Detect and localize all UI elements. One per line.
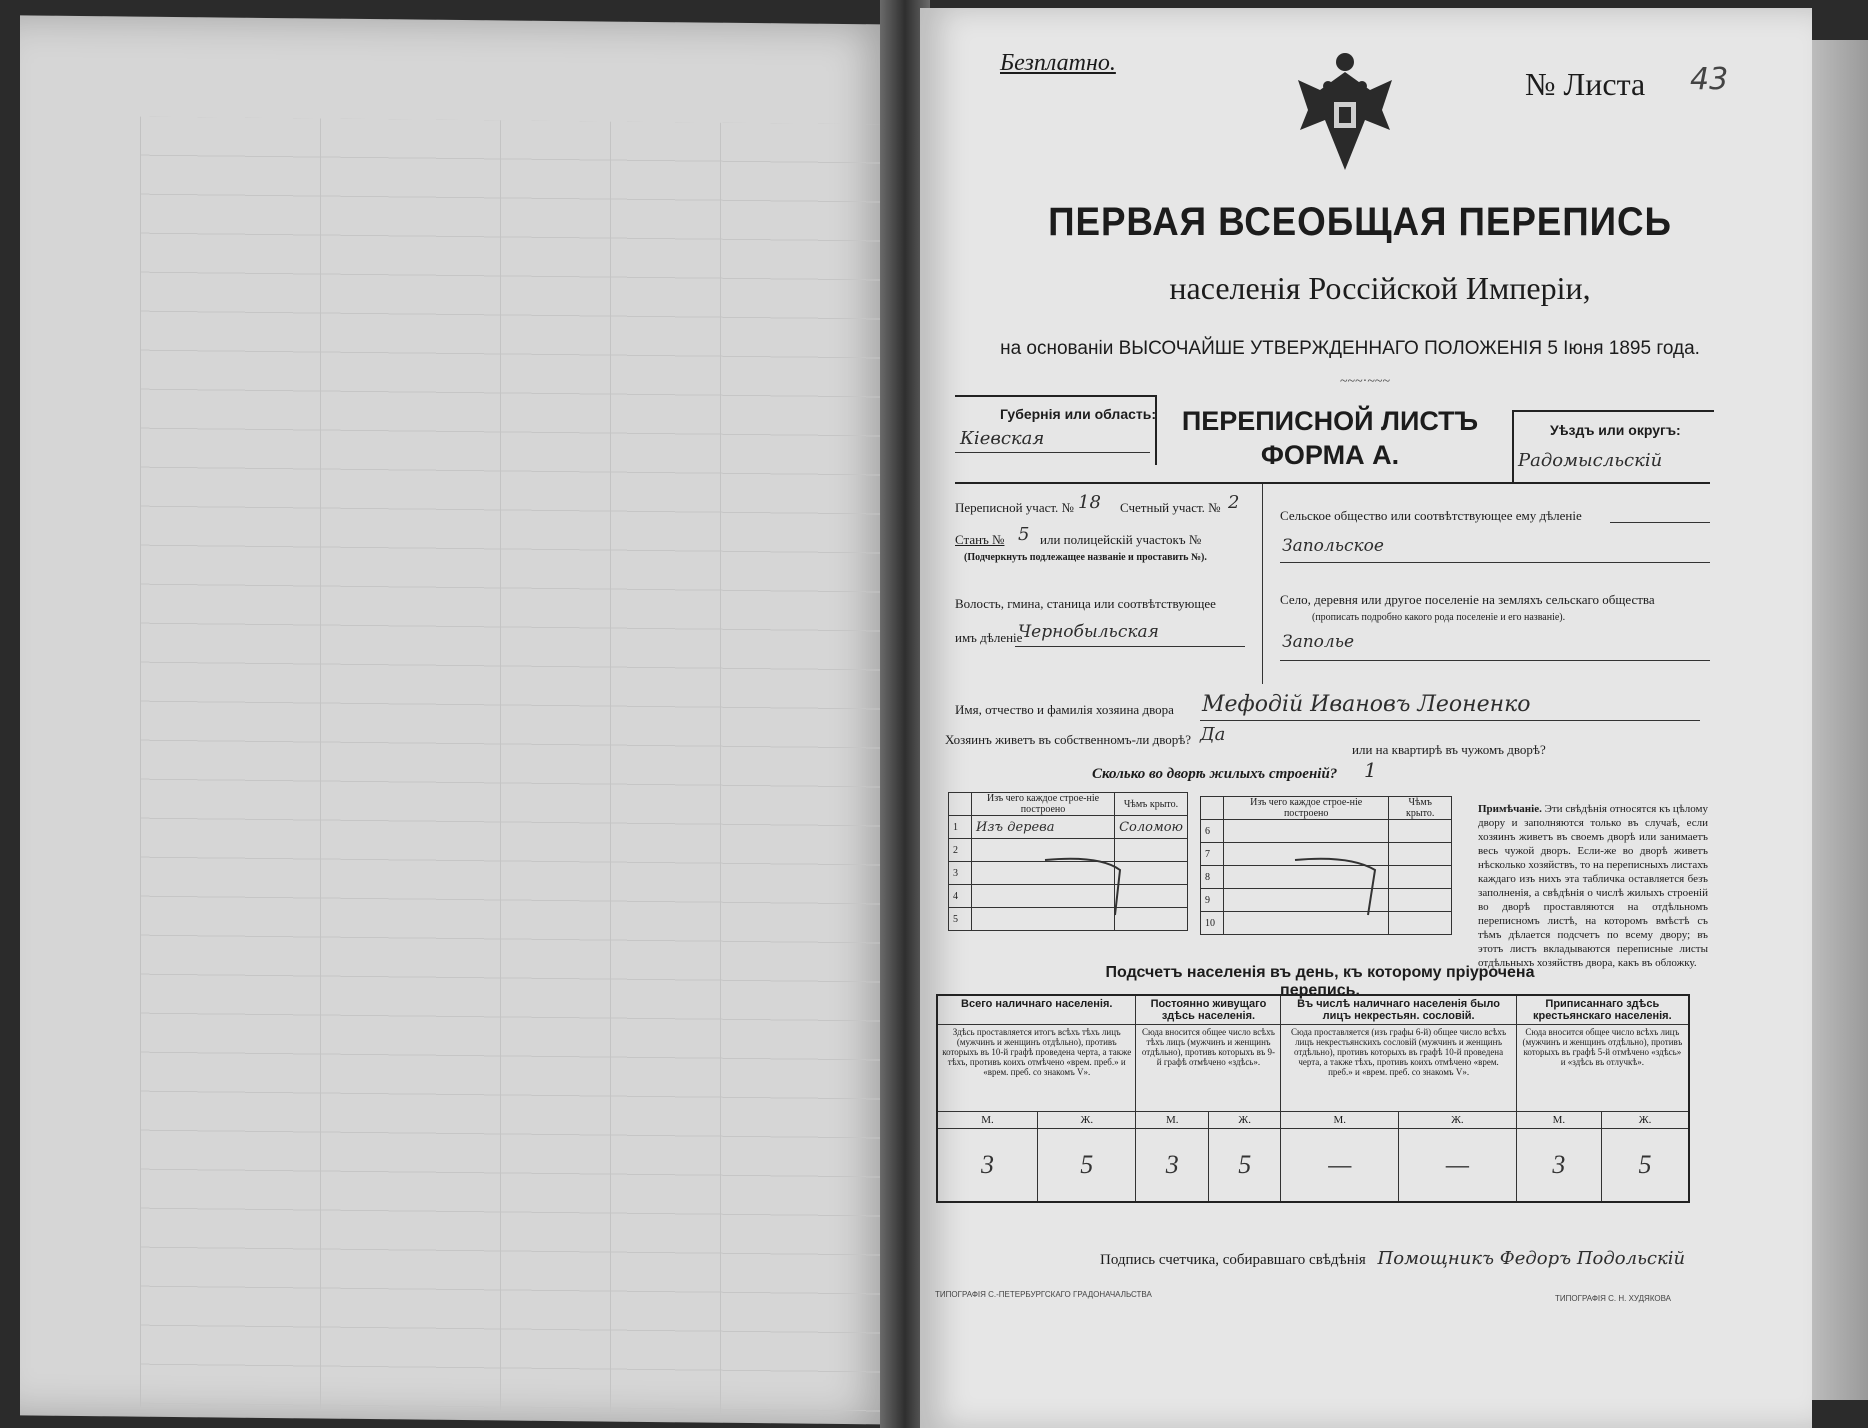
population-count-table [936,994,1690,1203]
gubernia-underline [955,452,1150,453]
signature-label: Подпись счетчика, собиравшаго свѣдѣнія [1100,1252,1366,1268]
count-heading: Подсчетъ населенія въ день, къ которому пріурочена перепись. [1105,964,1535,999]
ledger-column-line [610,122,611,1412]
signature-value: Помощникъ Федоръ Подольскій [1377,1248,1686,1269]
count-value: 3 [1136,1129,1208,1203]
sheet-number-value: 43 [1690,62,1729,97]
count-value: 3 [1516,1129,1601,1203]
header-divider [955,482,1710,484]
counting-district-label: Счетный участ. № [1120,500,1221,515]
row-number: 1 [949,816,972,839]
row-number: 6 [1201,820,1224,843]
count-col-desc: Сюда проставляется (изъ графы 6-й) общее число всѣхъ лицъ некрестьянскихъ сословій (мужчинъ и женщинъ отдѣльно), противъ которыхъ въ графѣ 10-й проведена черта, а также тѣхъ, противъ коихъ отмѣчено «врем. преб.» и «врем. преб. со знакомъ V». [1281,1025,1516,1112]
form-title-line1: ПЕРЕПИСНОЙ ЛИСТЪ [1181,406,1479,436]
count-col-title: Постоянно живущаго здѣсь населенія. [1136,995,1281,1025]
village-value: Заполье [1282,632,1355,652]
count-value: 5 [1208,1129,1280,1203]
note-heading: Примѣчаніе. [1478,803,1542,815]
row-number: 4 [949,885,972,908]
count-col-title: Въ числѣ наличнаго населенія было лицъ некрестьян. сословій. [1281,995,1516,1025]
stan-hint: (Подчеркнуть подлежащее названіе и проставить №). [964,552,1207,563]
col-material: Изъ чего каждое строе-ніе построено [972,793,1115,816]
uezd-box [1512,410,1714,482]
basis-line: на основаніи ВЫСОЧАЙШЕ УТВЕРЖДЕННАГО ПОЛОЖЕНІЯ 5 Іюня 1895 года. [1000,338,1700,359]
volost-value: Чернобыльская [1018,622,1159,642]
sex-male: М. [1281,1112,1399,1129]
row-number: 5 [949,908,972,931]
police-label: или полицейскій участокъ № [1040,532,1202,547]
stan-label: Станъ № [955,532,1005,547]
volost-label-2: имъ дѣленіе [955,630,1023,645]
sex-male: М. [1136,1112,1208,1129]
buildings-value: 1 [1364,758,1377,782]
count-value: 5 [1602,1129,1689,1203]
society-value-underline [1280,562,1710,563]
free-label: Безплатно. [1000,50,1116,76]
village-underline [1280,660,1710,661]
ledger-column-line [500,120,501,1410]
sex-female: Ж. [1602,1112,1689,1129]
village-hint: (прописать подробно какого рода поселеніе и его названіе). [1312,612,1566,623]
society-value: Запольское [1282,536,1384,556]
table-row [1201,820,1452,843]
gubernia-value: Кіевская [960,428,1045,449]
form-title [1160,404,1500,472]
signature-line [1100,1248,1685,1269]
owner-name-underline [1200,720,1700,721]
census-district-label: Переписной участ. № [955,500,1074,515]
sub-title: населенія Россійской Имперіи, [1169,270,1591,306]
count-col-desc: Здѣсь проставляется итогъ всѣхъ тѣхъ лицъ (мужчинъ и женщинъ отдѣльно), противъ которыхъ въ 10-й графѣ проведена черта, а также тѣхъ, противъ коихъ отмѣчено «врем. преб.» и «врем. преб. со знакомъ V». [937,1025,1136,1112]
count-value: — [1281,1129,1399,1203]
uezd-value: Радомысльскій [1518,450,1663,471]
owner-lives-label: Хозяинъ живетъ въ собственномъ-ли дворѣ? [945,732,1192,747]
ledger-column-line [320,119,321,1409]
col-roof: Чѣмъ крыто. [1389,797,1452,820]
census-district-value: 18 [1078,492,1101,513]
crossed-out-mark [1040,850,1160,920]
gubernia-label: Губернія или область: [1000,406,1157,422]
row-number: 2 [949,839,972,862]
printer-right: ТИПОГРАФІЯ С. Н. ХУДЯКОВА [1555,1294,1672,1303]
note [1478,802,1708,970]
table-row [949,816,1188,839]
count-value: 3 [937,1129,1038,1203]
counting-district-value: 2 [1228,492,1240,513]
crossed-out-mark [1290,850,1410,920]
owner-name-label: Имя, отчество и фамилія хозяина двора [955,702,1174,717]
uezd-label: Уѣздъ или округъ: [1550,422,1681,438]
sex-female: Ж. [1399,1112,1517,1129]
form-title-line2: ФОРМА А. [1260,440,1400,470]
note-text: Эти свѣдѣнія относятся къ цѣлому двору и заполняются только въ случаѣ, если хозяинъ живетъ въ своемъ дворѣ или занимаетъ весь чужой дворъ. Если-же во дворѣ живетъ нѣсколько хозяйствъ, то на переписныхъ листахъ каждаго изъ нихъ эта табличка оставляется безъ заполненія, а свѣдѣнія о числѣ жилыхъ строеній во дворѣ проставляются на отдѣльномъ переписномъ листѣ, на которомъ вмѣстѣ съ тѣмъ дѣлается подсчетъ по всему двору; въ этотъ листъ вкладываются переписные листы отдѣльныхъ хозяйствъ двора, какъ въ обложку. [1478,803,1709,969]
count-col-title: Всего наличнаго населенія. [937,995,1136,1025]
society-underline [1610,522,1710,523]
owner-lives-value: Да [1200,724,1226,745]
fields-divider [1262,484,1263,684]
owner-rent-label: или на квартирѣ въ чужомъ дворѣ? [1352,742,1546,757]
count-col-desc: Сюда вносится общее число всѣхъ тѣхъ лицъ (мужчинъ и женщинъ отдѣльно), противъ которыхъ въ 9-й графѣ отмѣчено «здѣсь». [1136,1025,1281,1112]
row-number: 8 [1201,866,1224,889]
sheet-number-label: № Листа [1525,66,1646,102]
row-number: 3 [949,862,972,885]
row-number: 7 [1201,843,1224,866]
sex-female: Ж. [1208,1112,1280,1129]
ledger-grid [140,117,901,1415]
sex-female: Ж. [1038,1112,1136,1129]
main-title: ПЕРВАЯ ВСЕОБЩАЯ ПЕРЕПИСЬ [1048,200,1672,244]
volost-underline [1015,646,1245,647]
count-value: — [1399,1129,1517,1203]
material-cell: Изъ дерева [972,816,1115,839]
printer-left: ТИПОГРАФІЯ С.-ПЕТЕРБУРГСКАГО ГРАДОНАЧАЛЬСТВА [935,1290,1152,1299]
count-value: 5 [1038,1129,1136,1203]
left-page [20,15,900,1424]
buildings-label: Сколько во дворѣ жилыхъ строеній? [1092,766,1338,782]
society-label: Сельское общество или соотвѣтствующее ему дѣленіе [1280,508,1582,523]
col-roof: Чѣмъ крыто. [1115,793,1188,816]
owner-name-value: Мефодій Ивановъ Леоненко [1202,692,1531,717]
roof-cell: Соломою [1115,816,1188,839]
ornament-divider: ~~~·~~~ [1339,374,1391,389]
sex-male: М. [1516,1112,1601,1129]
count-col-desc: Сюда вносится общее число всѣхъ лицъ (мужчинъ и женщинъ отдѣльно), противъ которыхъ въ графѣ 5-й отмѣчено «здѣсь» и «здѣсь въ отлучкѣ». [1516,1025,1689,1112]
count-col-title: Приписаннаго здѣсь крестьянскаго населенія. [1516,995,1689,1025]
village-label: Село, деревня или другое поселеніе на земляхъ сельскаго общества [1280,592,1655,607]
volost-label: Волость, гмина, станица или соотвѣтствующее [955,596,1216,611]
row-number: 9 [1201,889,1224,912]
imperial-eagle-icon [1290,50,1400,180]
row-number: 10 [1201,912,1224,935]
ledger-column-line [720,123,721,1413]
sex-male: М. [937,1112,1038,1129]
stan-value: 5 [1018,524,1030,545]
col-material: Изъ чего каждое строе-ніе построено [1224,797,1389,820]
